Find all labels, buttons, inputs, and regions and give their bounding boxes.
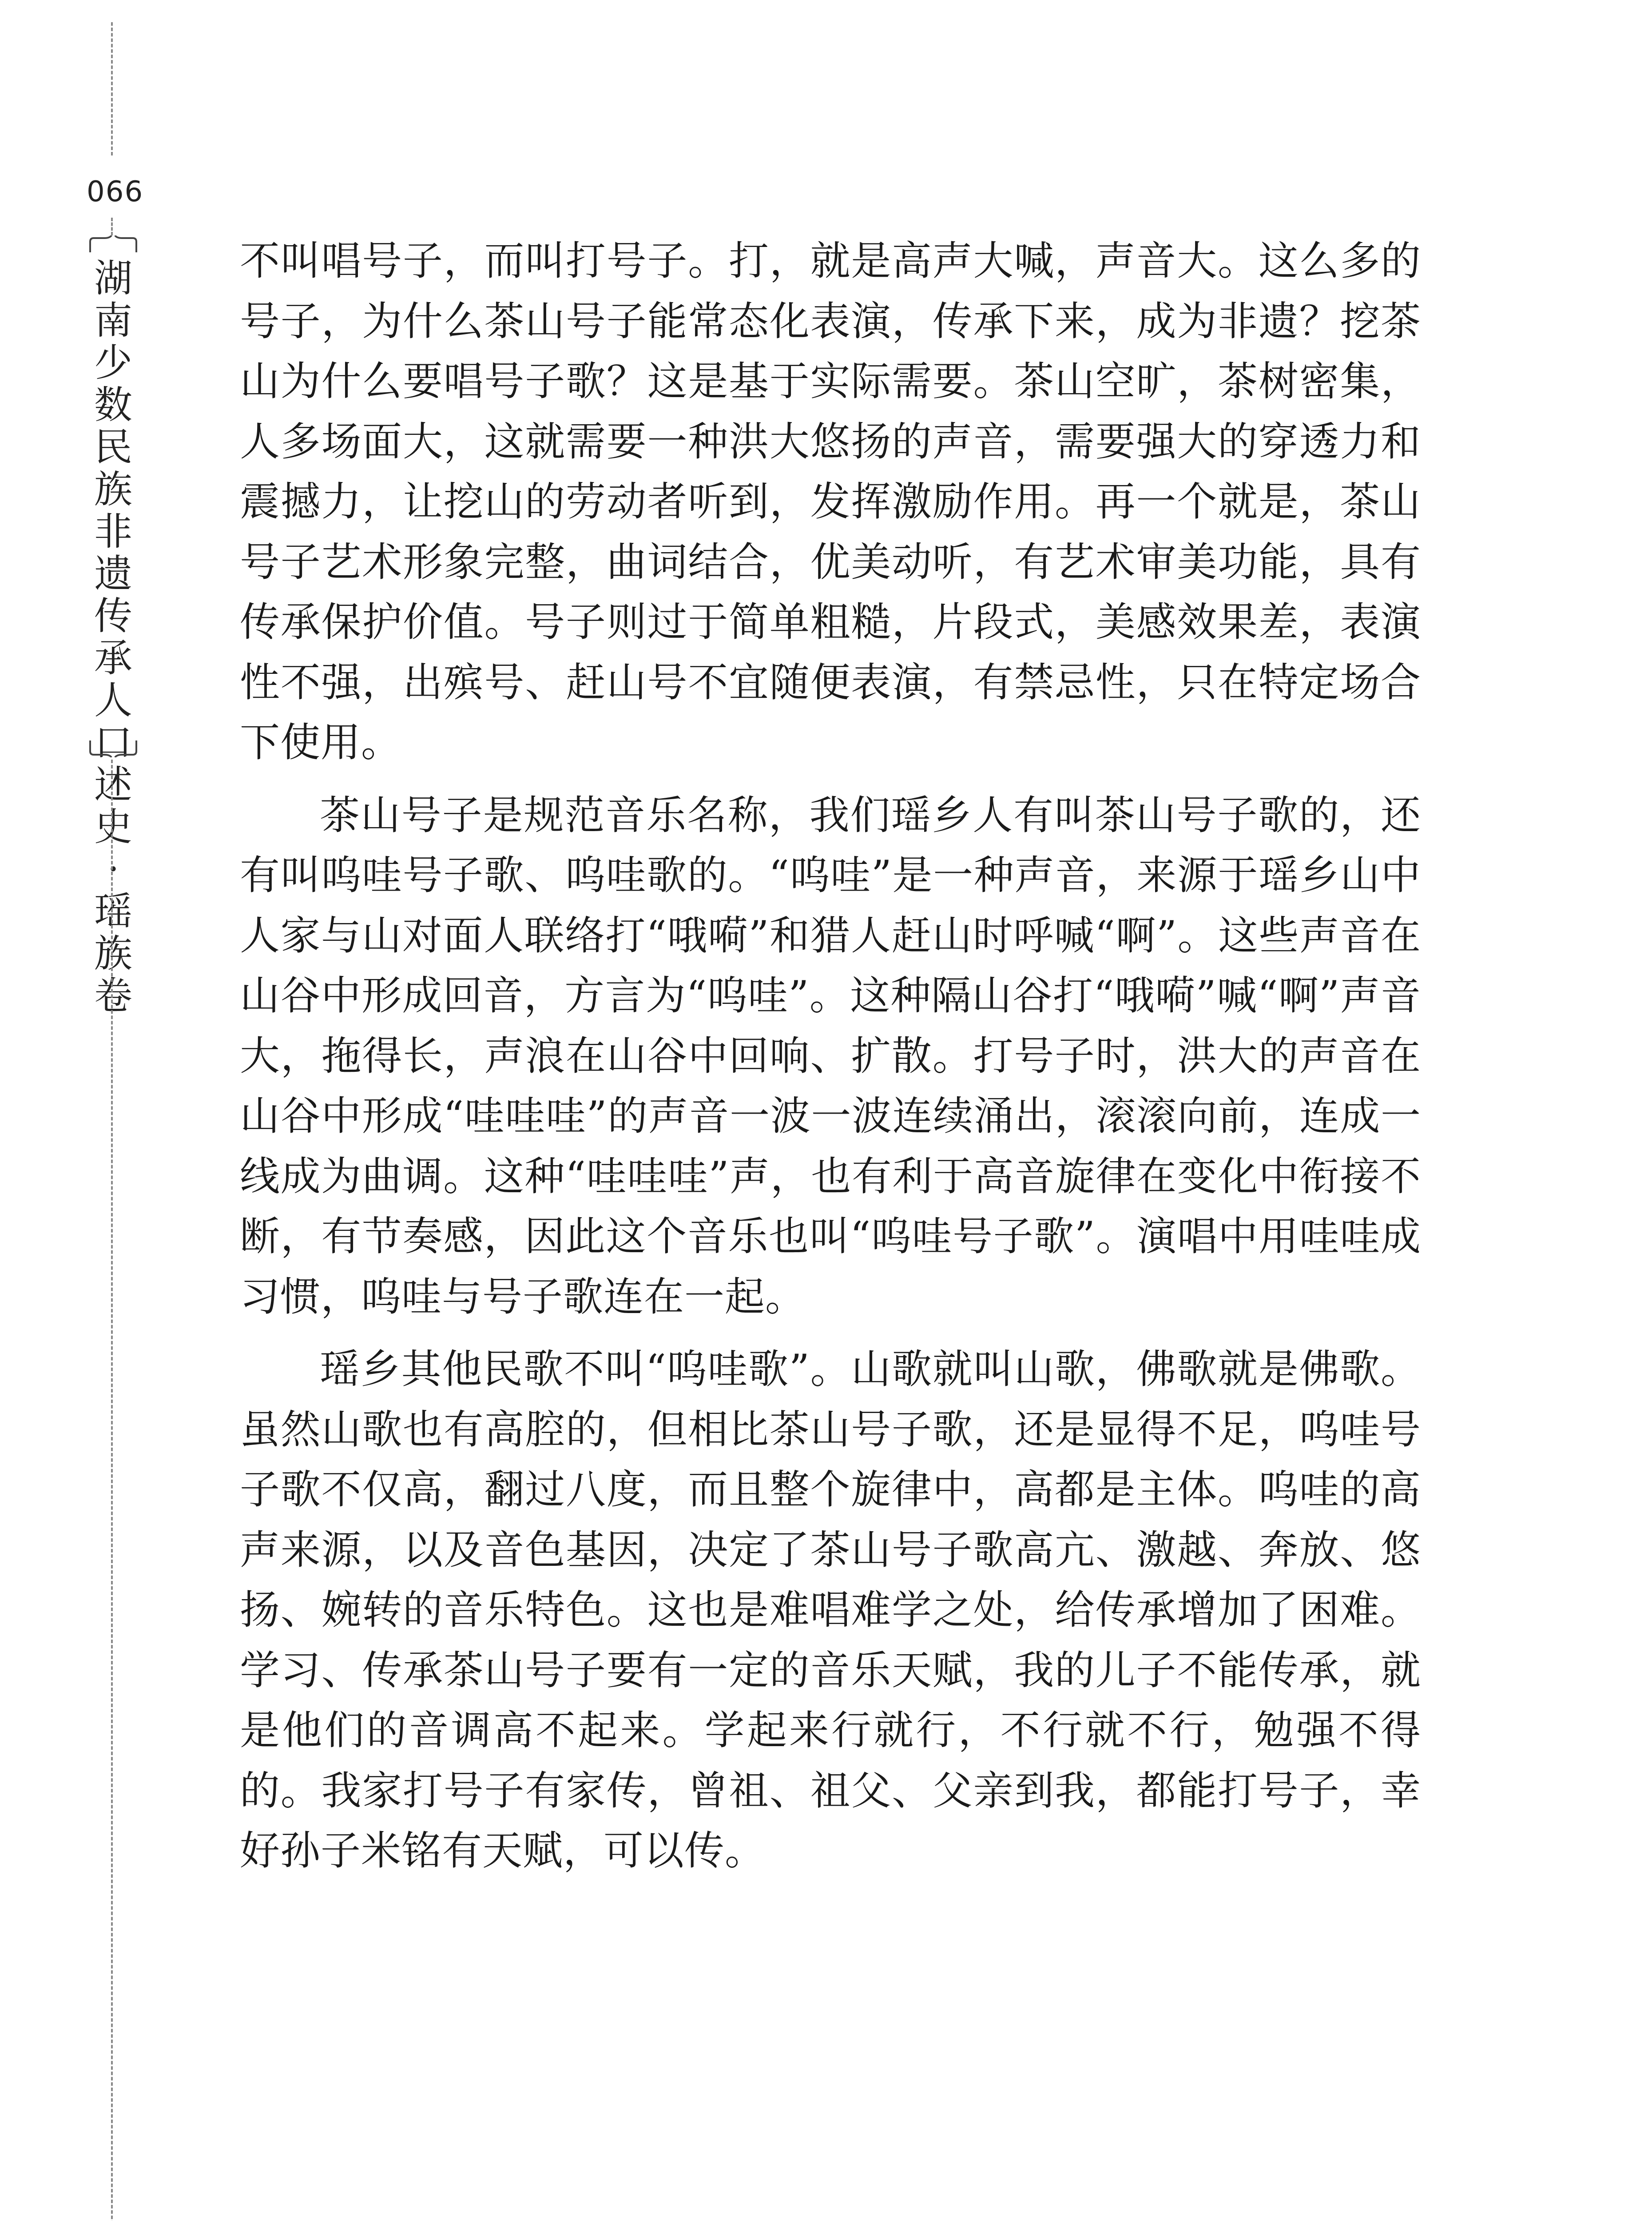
paragraph: 茶山号子是规范音乐名称，我们瑶乡人有叫茶山号子歌的，还有叫呜哇号子歌、呜哇歌的。“呜哇”是一种声音，来源于瑶乡山中人家与山对面人联络打“哦嗬”和猎人赶山时呼喊“啊”。这些声音在山谷中形成回音，方言为“呜哇”。这种隔山谷打“哦嗬”喊“啊”声音大，拖得长，声浪在山谷中回响、扩散。打号子时，洪大的声音在山谷中形成“哇哇哇”的声音一波一波连续涌出，滚滚向前，连成一线成为曲调。这种“哇哇哇”声，也有利于高音旋律在变化中衔接不断，有节奏感，因此这个音乐也叫“呜哇号子歌”。演唱中用哇哇成习惯，呜哇与号子歌连在一起。 [240,792,1421,1320]
running-title-bracket-bottom [87,740,140,757]
margin-rule-top [111,22,113,155]
page-number: 066 [87,175,144,208]
paragraph-continued: 不叫唱号子，而叫打号子。打，就是高声大喊，声音大。这么多的号子，为什么茶山号子能常态化表演，传承下来，成为非遗？挖茶山为什么要唱号子歌？这是基于实际需要。茶山空旷，茶树密集，人多场面大，这就需要一种洪大悠扬的声音，需要强大的穿透力和震撼力，让挖山的劳动者听到，发挥激励作用。再一个就是，茶山号子艺术形象完整，曲词结合，优美动听，有艺术审美功能，具有传承保护价值。号子则过于简单粗糙，片段式，美感效果差，表演性不强，出殡号、赶山号不宜随便表演，有禁忌性，只在特定场合下使用。 [240,238,1421,766]
running-title-bracket-top [87,235,140,253]
paragraph: 瑶乡其他民歌不叫“呜哇歌”。山歌就叫山歌，佛歌就是佛歌。虽然山歌也有高腔的，但相比茶山号子歌，还是显得不足，呜哇号子歌不仅高，翻过八度，而且整个旋律中，高都是主体。呜哇的高声来源，以及音色基因，决定了茶山号子歌高亢、激越、奔放、悠扬、婉转的音乐特色。这也是难唱难学之处，给传承增加了困难。学习、传承茶山号子要有一定的音乐天赋，我的儿子不能传承，就是他们的音调高不起来。学起来行就行，不行就不行，勉强不得的。我家打号子有家传，曾祖、祖父、父亲到我，都能打号子，幸好孙子米铭有天赋，可以传。 [240,1346,1421,1874]
margin-rule-middle [111,218,113,235]
running-title: 湖南少数民族非遗传承人口述史·瑶族卷 [94,256,132,1018]
body-text [240,231,1421,1881]
margin-rule-bottom [111,760,113,2221]
